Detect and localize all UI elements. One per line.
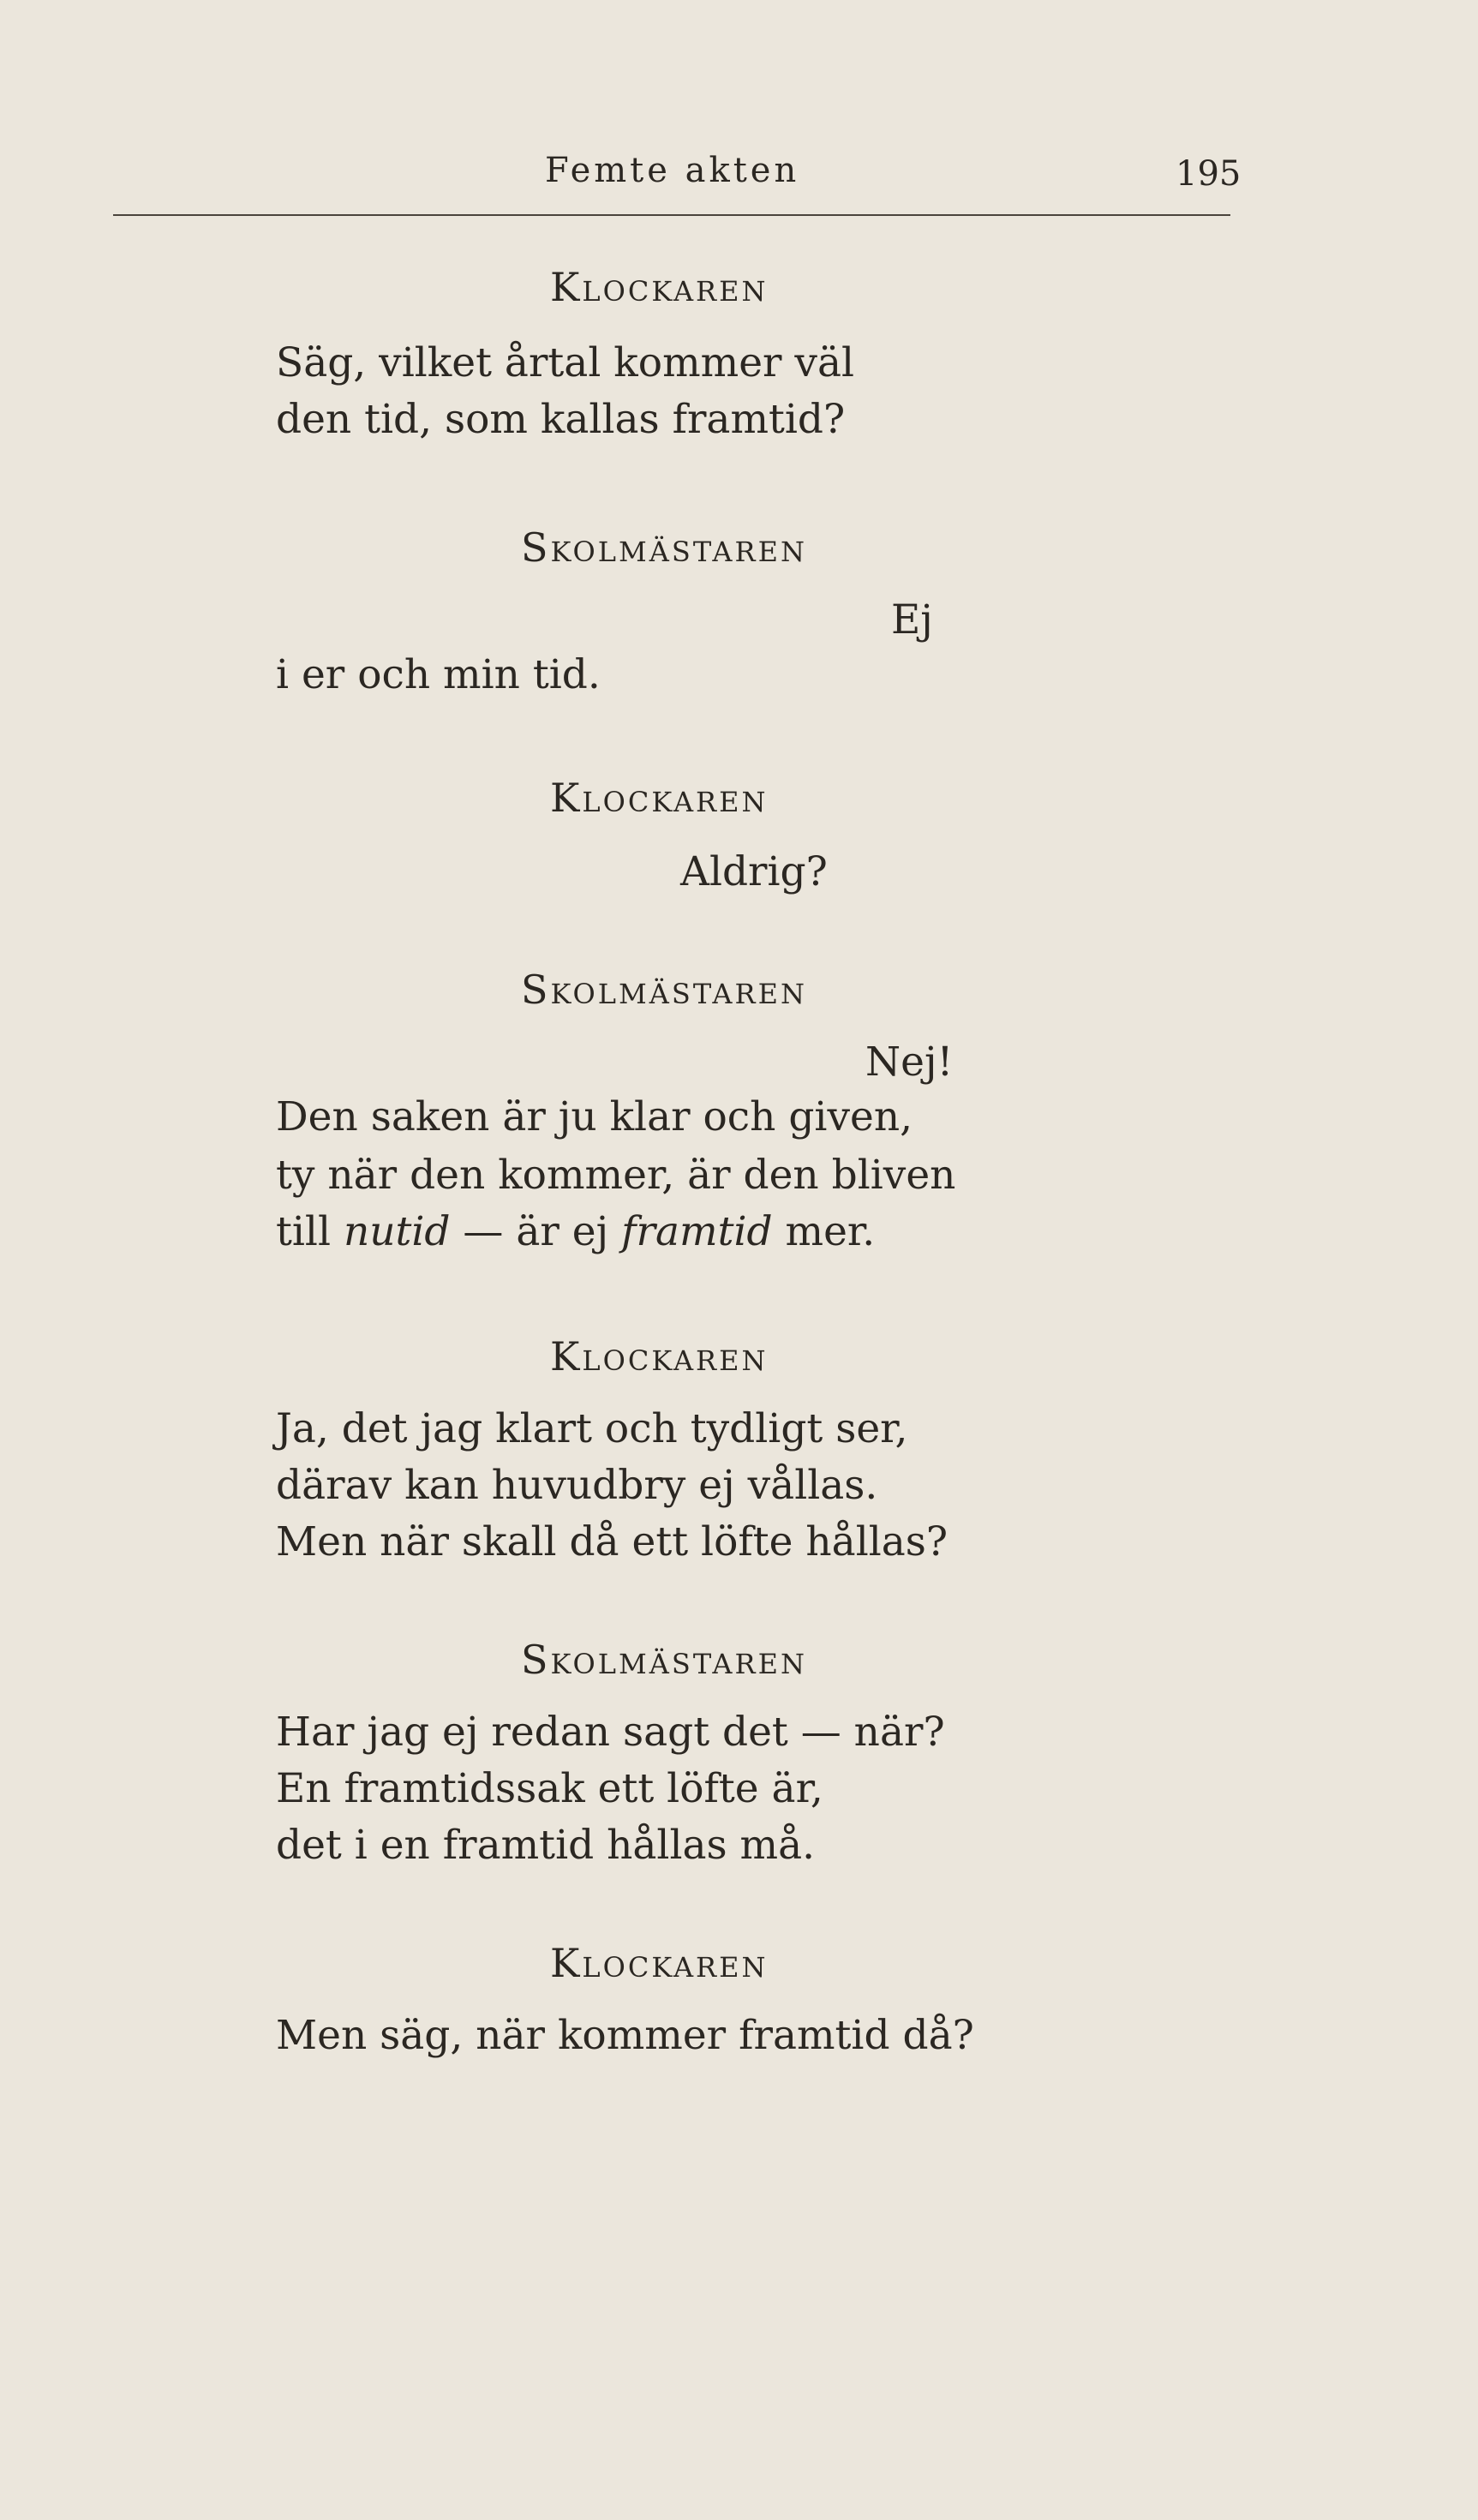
verse-text: — är ej	[450, 1208, 622, 1255]
page-header	[0, 151, 1478, 202]
verse-text: till	[276, 1208, 344, 1255]
speaker-name: Skolmästaren	[521, 1637, 807, 1683]
speaker-name: Skolmästaren	[521, 524, 807, 571]
verse-line: Säg, vilket årtal kommer väl	[276, 339, 855, 386]
verse-text: mer.	[772, 1208, 876, 1255]
verse-line: Ja, det jag klart och tydligt ser,	[276, 1405, 908, 1452]
verse-line: Men säg, när kommer framtid då?	[276, 2012, 974, 2059]
verse-line: ty när den kommer, är den bliven	[276, 1152, 956, 1199]
verse-line: Har jag ej redan sagt det — när?	[276, 1709, 945, 1756]
italic-word: nutid	[343, 1208, 451, 1255]
header-rule	[113, 214, 1230, 216]
verse-line: i er och min tid.	[276, 651, 601, 698]
verse-line: den tid, som kallas framtid?	[276, 396, 846, 443]
speaker-name: Klockaren	[550, 264, 769, 310]
italic-word: framtid	[621, 1208, 773, 1255]
verse-line: därav kan huvudbry ej vållas.	[276, 1462, 878, 1509]
verse-line: det i en framtid hållas må.	[276, 1822, 816, 1869]
speaker-name: Klockaren	[550, 775, 769, 821]
verse-line-italic	[276, 1208, 875, 1255]
page-number: 195	[1176, 154, 1242, 194]
running-title: Femte akten	[545, 151, 800, 190]
speaker-name: Klockaren	[550, 1940, 769, 1986]
verse-line: Nej!	[865, 1039, 954, 1086]
verse-line: Aldrig?	[680, 848, 828, 895]
verse-line: Men när skall då ett löfte hållas?	[276, 1518, 948, 1565]
verse-line: Ej	[891, 596, 933, 643]
verse-line: En framtidssak ett löfte är,	[276, 1765, 823, 1812]
speaker-name: Skolmästaren	[521, 967, 807, 1013]
verse-line: Den saken är ju klar och given,	[276, 1093, 913, 1140]
speaker-name: Klockaren	[550, 1333, 769, 1380]
